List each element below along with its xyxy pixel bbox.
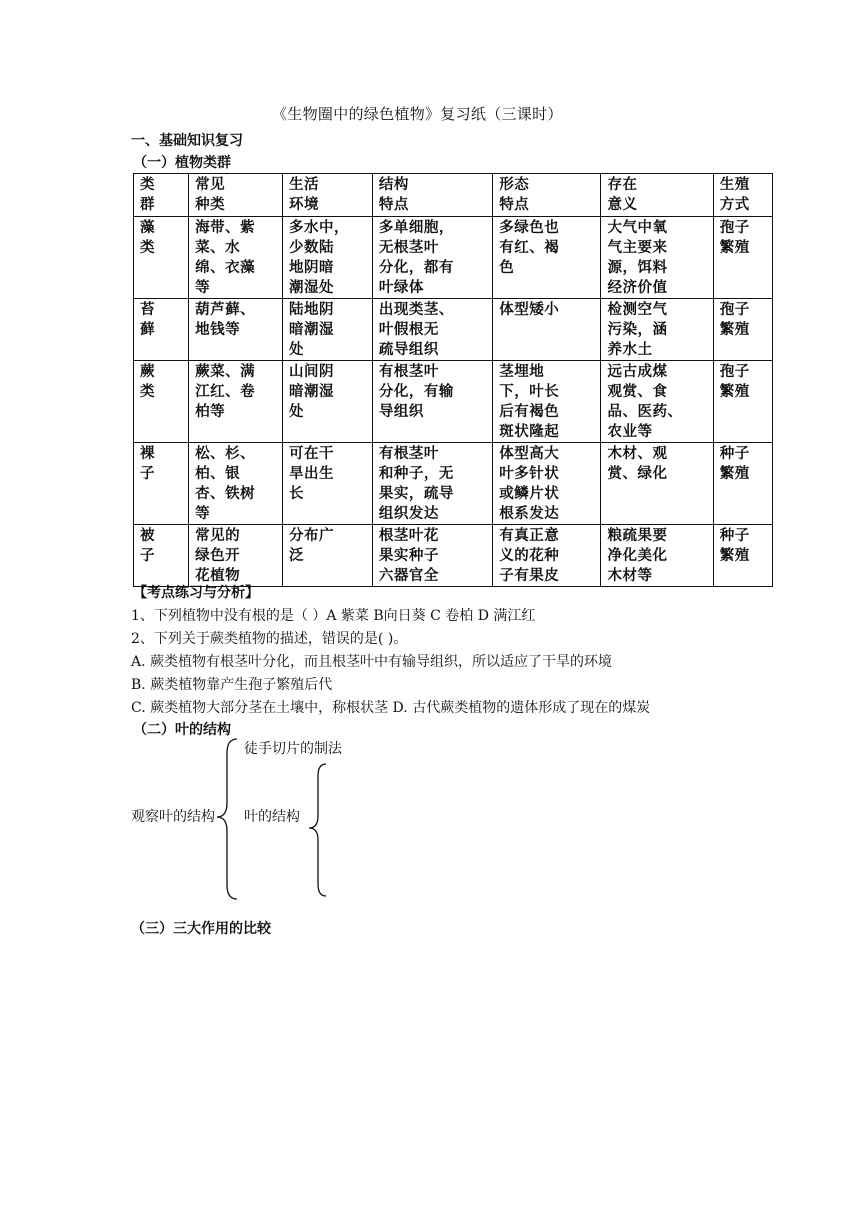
left-brace xyxy=(215,735,245,905)
table-row xyxy=(134,217,773,299)
table-cell: 藻 类 xyxy=(134,217,189,299)
header-cell: 类 群 xyxy=(134,174,189,217)
header-cell: 生殖 方式 xyxy=(713,174,772,217)
table-cell: 常见的 绿色开 花植物 xyxy=(189,525,283,587)
table-cell: 孢子 繁殖 xyxy=(713,217,772,299)
table-cell: 出现类茎、 叶假根无 疏导组织 xyxy=(372,299,492,361)
leaf-diagram-branch-sectioning: 徒手切片的制法 xyxy=(244,741,342,757)
leaf-diagram-branch-structure: 叶的结构 xyxy=(244,809,300,825)
table-cell: 海带、紫 菜、水 绵、衣藻 等 xyxy=(189,217,283,299)
table-cell: 孢子 繁殖 xyxy=(713,361,772,443)
header-cell: 形态 特点 xyxy=(493,174,601,217)
table-cell: 有根茎叶 和种子，无 果实，疏导 组织发达 xyxy=(372,443,492,525)
header-cell: 存在 意义 xyxy=(601,174,713,217)
exercise-header: 【考点练习与分析】 xyxy=(133,585,259,601)
table-row xyxy=(134,361,773,443)
question-2: 2、下列关于蕨类植物的描述，错误的是( )。 xyxy=(131,631,408,647)
table-header-row xyxy=(134,174,773,217)
table-cell: 陆地阴 暗潮湿 处 xyxy=(283,299,373,361)
table-cell: 可在干 旱出生 长 xyxy=(283,443,373,525)
table-row xyxy=(134,525,773,587)
table-cell: 检测空气 污染，涵 养水土 xyxy=(601,299,713,361)
table-cell: 松、杉、 柏、银 杏、铁树 等 xyxy=(189,443,283,525)
table-cell: 被 子 xyxy=(134,525,189,587)
subheading-three-functions: （三）三大作用的比较 xyxy=(131,921,271,937)
page-title: 《生物圈中的绿色植物》复习纸（三课时） xyxy=(272,105,563,123)
question-1: 1、下列植物中没有根的是（ ）A 紫菜 B向日葵 C 卷柏 D 满江红 xyxy=(131,608,536,624)
table-cell: 体型高大 叶多针状 或鳞片状 根系发达 xyxy=(493,443,601,525)
subheading-leaf-structure: （二）叶的结构 xyxy=(133,722,231,738)
table-cell: 裸 子 xyxy=(134,443,189,525)
table-cell: 苔 藓 xyxy=(134,299,189,361)
header-cell: 常见 种类 xyxy=(189,174,283,217)
question-2-option-a: A. 蕨类植物有根茎叶分化，而且根茎叶中有输导组织，所以适应了干旱的环境 xyxy=(131,654,613,670)
plant-groups-table xyxy=(133,173,773,587)
table-cell: 山间阴 暗潮湿 处 xyxy=(283,361,373,443)
table-cell: 孢子 繁殖 xyxy=(713,299,772,361)
table-cell: 种子 繁殖 xyxy=(713,443,772,525)
table-row xyxy=(134,443,773,525)
table-cell: 粮疏果要 净化美化 木材等 xyxy=(601,525,713,587)
section-heading-basic-review: 一、基础知识复习 xyxy=(131,133,243,149)
header-cell: 结构 特点 xyxy=(372,174,492,217)
table-cell: 木材、观 赏、绿化 xyxy=(601,443,713,525)
table-cell: 分布广 泛 xyxy=(283,525,373,587)
table-cell: 多绿色也 有红、褐 色 xyxy=(493,217,601,299)
table-cell: 多水中， 少数陆 地阴暗 潮湿处 xyxy=(283,217,373,299)
right-brace xyxy=(306,760,330,900)
table-cell: 大气中氧 气主要来 源，饵料 经济价值 xyxy=(601,217,713,299)
question-2-options-c-d: C. 蕨类植物大部分茎在土壤中，称根状茎 D. 古代蕨类植物的遗体形成了现在的煤炭 xyxy=(131,700,651,716)
table-row xyxy=(134,299,773,361)
table-cell: 茎埋地 下，叶长 后有褐色 斑状隆起 xyxy=(493,361,601,443)
table-cell: 蕨菜、满 江红、卷 柏等 xyxy=(189,361,283,443)
table-cell: 远古成煤 观赏、食 品、医药、 农业等 xyxy=(601,361,713,443)
subheading-plant-groups: （一）植物类群 xyxy=(133,155,231,171)
table-cell: 种子 繁殖 xyxy=(713,525,772,587)
question-2-option-b: B. 蕨类植物靠产生孢子繁殖后代 xyxy=(131,677,333,693)
table-cell: 蕨 类 xyxy=(134,361,189,443)
table-cell: 有真正意 义的花种 子有果皮 xyxy=(493,525,601,587)
table-cell: 多单细胞， 无根茎叶 分化，都有 叶绿体 xyxy=(372,217,492,299)
table-cell: 体型矮小 xyxy=(493,299,601,361)
table-cell: 葫芦藓、 地钱等 xyxy=(189,299,283,361)
table-cell: 根茎叶花 果实种子 六器官全 xyxy=(372,525,492,587)
header-cell: 生活 环境 xyxy=(283,174,373,217)
table-cell: 有根茎叶 分化，有输 导组织 xyxy=(372,361,492,443)
leaf-diagram-root: 观察叶的结构 xyxy=(131,809,215,825)
